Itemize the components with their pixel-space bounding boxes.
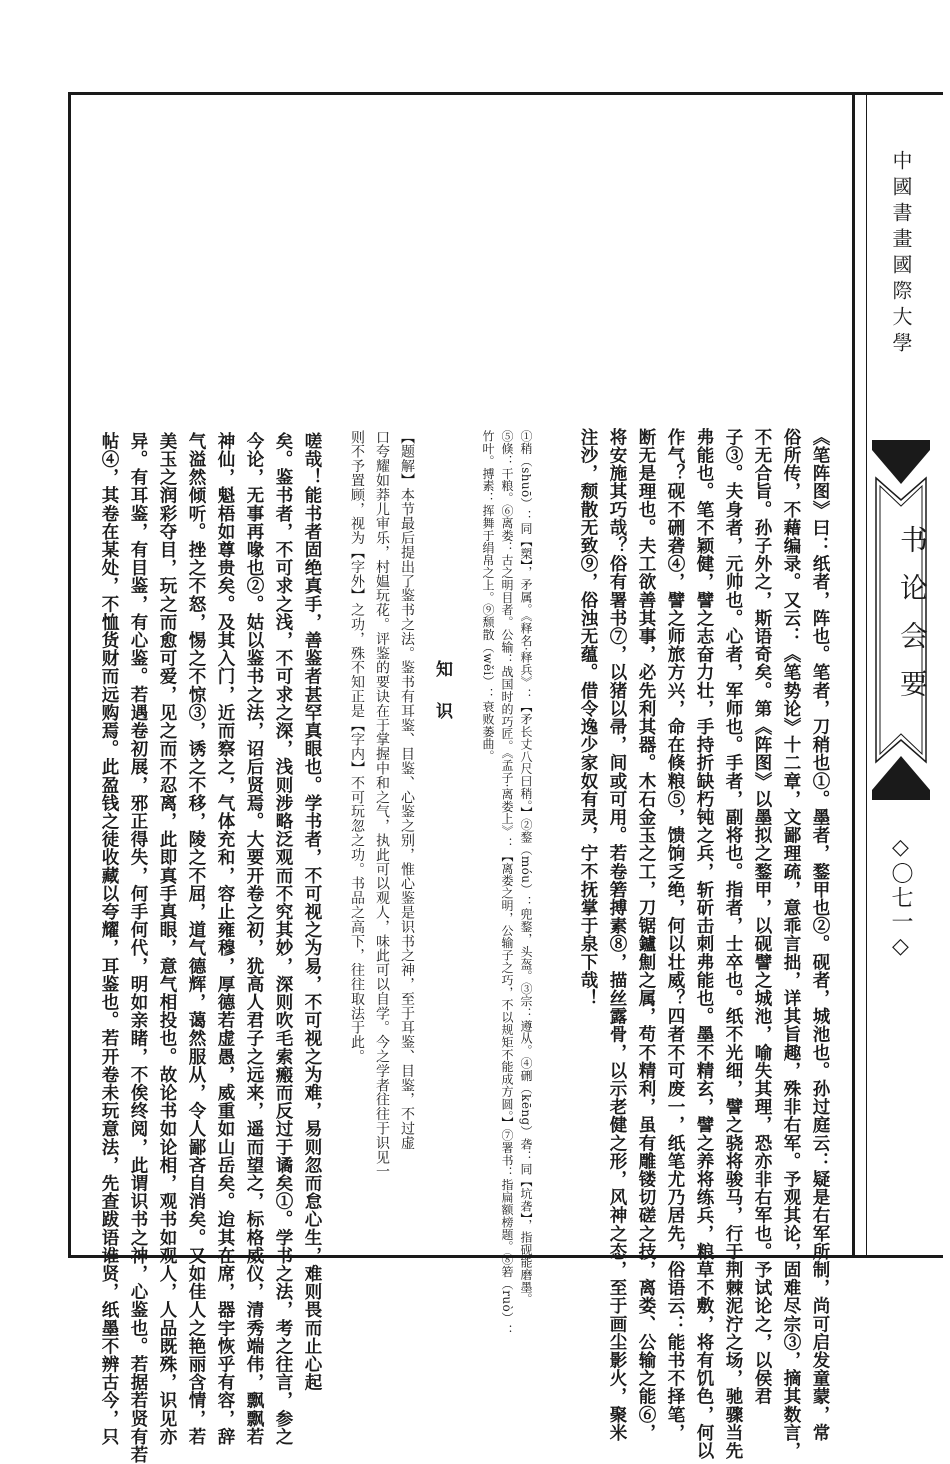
footnote-column: 竹叶。搏素：挥舞于绢帛之上。⑨颓散（wěi）：衰败萎曲。: [481, 430, 495, 763]
text-column: 《笔阵图》曰：纸者，阵也。笔者，刀稍也①。墨者，鍪甲也②。砚者，城池也。孙过庭云：疑是右军所制，尚可启发童蒙，常: [810, 428, 830, 1442]
text-column: 注沙，颓散无致⑨，俗浊无蕴。借令逸少家奴有灵，宁不抚掌于泉下哉！: [578, 428, 598, 1008]
section-intro: [344, 430, 419, 1230]
text-column: 神仙，魁梧如尊贵矣。及其入门，近而察之，气体充和，容止雍穆，厚德若虚愚，威重如山岳矣。迨其在席，器宇恢乎有容，辞: [215, 432, 235, 1446]
margin-divider: [852, 92, 855, 1255]
section-heading: 知 识: [432, 660, 452, 723]
passage-top: [573, 428, 834, 1460]
text-column: 将安施其巧哉？俗有署书⑦，以猪以帚，间或可用。若卷箬搏素⑧，描丝露骨，以示老健之形，风神之态，至于画尘影火，聚米: [607, 428, 627, 1442]
text-column: 异。有耳鉴，有目鉴，有心鉴。若遇卷初展，邪正得失，何手何代，明如亲睹，不俟终阅，此谓识书之神，心鉴也。若据若贤有若: [128, 432, 148, 1464]
text-column: 嗟哉！能书者固绝真手，善鉴者甚罕真眼也。学书者，不可视之为易，不可视之为难，易则忽而怠心生，难则畏而止心起: [302, 432, 322, 1392]
intro-column: 则不予置顾，视为【字外】之功，殊不知正是【字内】不可玩忽之功。书品之高下，往往取法于此。: [349, 430, 365, 1064]
intro-column: 【题解】本节最后提出了鉴书之法。鉴书有耳鉴、目鉴、心鉴之别，惟心鉴是识书之神，至于耳鉴、目鉴，不过虚: [399, 430, 415, 1150]
footnotes-top: [478, 430, 535, 1337]
text-column: 美玉之润彩夺目，玩之而愈可爱，见之而不忍离，此即真手真眼，意气相投也。故论书如论相，观书如观人，人品既殊，识见亦: [157, 432, 177, 1446]
text-column: 弗能也。笔不颖健，譬之志奋力壮，手持折缺朽钝之兵，斩斫击刺弗能也。墨不精玄，譬之养将练兵，粮草不敷，将有饥色，何以: [694, 428, 714, 1460]
text-column: 子③。夫身者，元帅也。心者，军师也。手者，副将也。指者，士卒也。纸不光细，譬之骁将骏马，行于荆棘泥泞之场，驰骤当先: [723, 428, 743, 1460]
footnote-column: ⑤倏：干粮。⑥离娄：古之明目者。公输：战国时的巧匠。《孟子·离娄上》：【离娄之明，公输子之巧，不以规矩不能成方圆。】⑦署书：指扁额榜题。⑧箬（ruò）：: [500, 430, 514, 1337]
footnote-column: ①稍（shuō）：同【槊】，矛属。《释名·释兵》：【矛长丈八尺曰稍。】②鍪（móu）：兜鍪，头盔。③宗：遵从。④硎（kēng）砻：同【坑砻】，指砚能磨墨。: [519, 430, 533, 1306]
text-column: 不无合旨。孙子外之，斯语奇矣。第《阵图》以墨拟之鍪甲，以砚譬之城池，喻失其理，恐亦非右军也。予试论之，以侯君: [752, 428, 772, 1406]
passage-bottom: [94, 432, 326, 1464]
margin-divider-inner: [866, 92, 867, 1255]
text-column: 断无是理也。夫工欲善其事，必先利其器。木石金玉之工，刀锯鑪劁之属，苟不精利，虽有雕镂切磋之技，离娄、公输之能⑥，: [636, 428, 656, 1442]
text-column: 俗所传，不藉编录。又云：《笔势论》十二章，文鄙理疏，意乖言拙，详其旨趣，殊非右军。予观其论，固难尽宗③，摘其数言，: [781, 428, 801, 1460]
intro-column: 口夸耀如莽儿审乐，村媪玩花。评鉴的要诀在于掌握中和之气，执此可以观人，味此可以自学。今之学者往往于识见一: [374, 430, 390, 1179]
page-number: ◇〇七一◇: [888, 835, 913, 961]
text-column: 气溢然倾听。挫之不怒，惕之不惊③，诱之不移，陵之不屈，道气德辉，蔼然服从，令人鄙吝自消矣。又如佳人之艳丽含情，若: [186, 432, 206, 1446]
text-column: 矣。鉴书者，不可求之浅，不可求之深，浅则涉略泛观而不究其妙，深则吹毛索瘢而反过于谲矣①。学书之法，考之往言，参之: [273, 432, 293, 1446]
book-title-cartouche: [870, 440, 932, 800]
text-column: 帖④，其卷在某处，不恤货财而远购焉。此盈钱之徒收藏以夸耀，耳鉴也。若开卷未玩意法，先查跋语谁贤，纸墨不辨古今，只: [99, 432, 119, 1446]
text-column: 今论，无事再喙也②。姑以鉴书之法，诏后贤焉。大要开卷之初，犹高人君子之远来，遥而望之，标格威仪，清秀端伟，飘飘若: [244, 432, 264, 1446]
book-title: 书论会要: [896, 525, 929, 717]
series-title: 中國書畫國際大學: [889, 150, 913, 358]
text-column: 作气？砚不硎砻④，譬之师旅方兴，命在倏粮⑤，馈饷乏绝，何以壮威？四者不可废一，纸笔尤乃居先，俗语云：能书不择笔，: [665, 428, 685, 1442]
